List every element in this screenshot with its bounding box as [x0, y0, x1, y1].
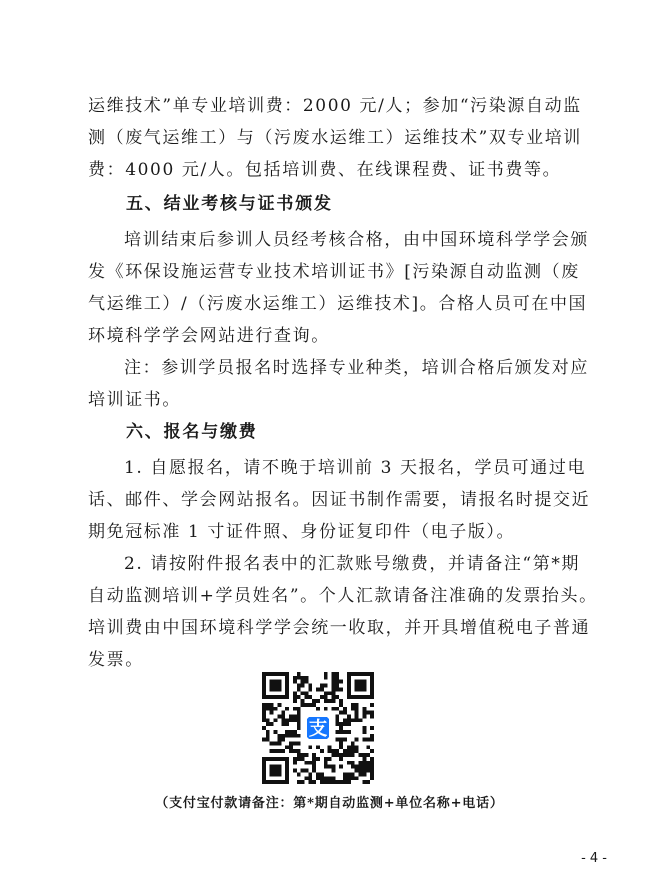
text-line: 2. 请按附件报名表中的汇款账号缴费，并请备注“第*期 — [124, 554, 581, 574]
text-line: 自动监测培训+学员姓名”。个人汇款请备注准确的发票抬头。 — [88, 586, 598, 606]
text-line: 费：4000 元/人。包括培训费、在线课程费、证书费等。 — [88, 160, 562, 180]
text-line: 运维技术”单专业培训费：2000 元/人；参加“污染源自动监 — [88, 96, 582, 116]
section-heading-5: 五、结业考核与证书颁发 — [126, 194, 333, 214]
text-line: 发《环保设施运营专业技术培训证书》[污染源自动监测（废 — [88, 262, 580, 282]
text-line: 培训费由中国环境科学学会统一收取，并开具增值税电子普通 — [88, 618, 591, 638]
payment-caption: （支付宝付款请备注：第*期自动监测+单位名称+电话） — [155, 796, 504, 811]
text-line: 注：参训学员报名时选择专业种类，培训合格后颁发对应 — [124, 358, 589, 378]
section-heading-6: 六、报名与缴费 — [126, 422, 258, 442]
text-line: 培训证书。 — [88, 390, 181, 410]
text-line: 环境科学学会网站进行查询。 — [88, 326, 330, 346]
payment-qr-code — [262, 672, 374, 784]
alipay-icon — [304, 714, 331, 741]
text-line: 期免冠标准 1 寸证件照、身份证复印件（电子版）。 — [88, 522, 516, 542]
text-line: 发票。 — [88, 650, 144, 670]
text-line: 气运维工）/（污废水运维工）运维技术]。合格人员可在中国 — [88, 294, 588, 314]
text-line: 话、邮件、学会网站报名。因证书制作需要，请报名时提交近 — [88, 490, 591, 510]
text-line: 测（废气运维工）与（污废水运维工）运维技术”双专业培训 — [88, 128, 582, 148]
text-line: 培训结束后参训人员经考核合格，由中国环境科学学会颁 — [124, 230, 589, 250]
alipay-glyph: 支 — [308, 718, 328, 740]
page-number: - 4 - — [581, 851, 607, 866]
text-line: 1. 自愿报名，请不晚于培训前 3 天报名，学员可通过电 — [124, 458, 587, 478]
